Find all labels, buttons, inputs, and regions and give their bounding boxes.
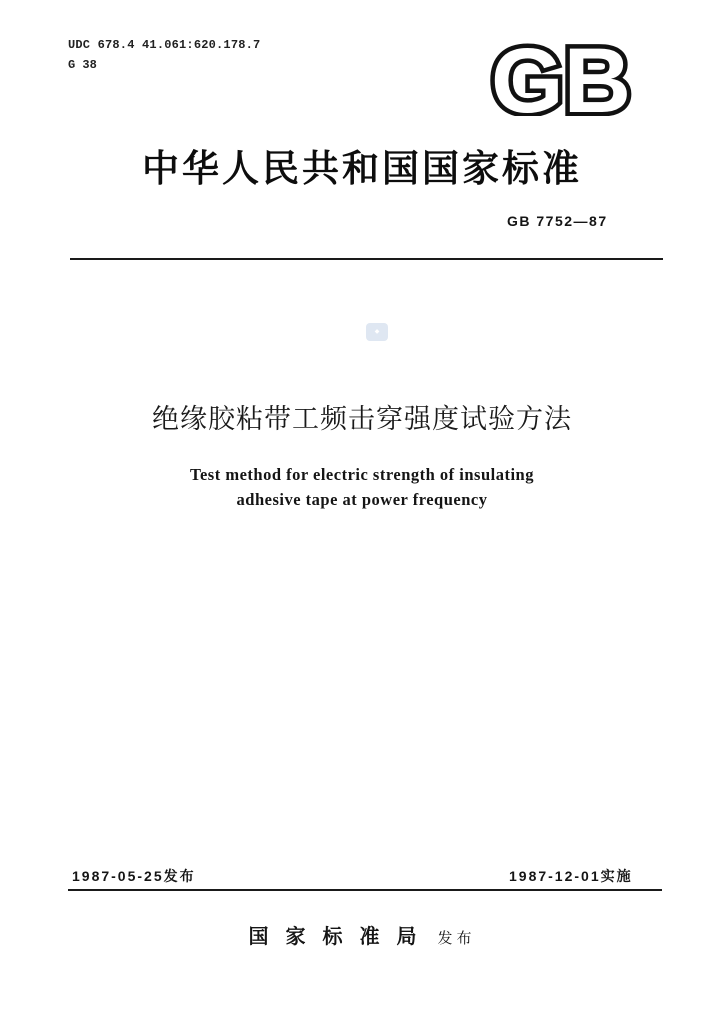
title-english-line2: adhesive tape at power frequency [236, 490, 488, 509]
publisher-suffix: 发布 [437, 929, 476, 947]
watermark-icon: ◆ [366, 323, 388, 341]
publisher-name: 国家标准局 [248, 924, 434, 948]
issue-date: 1987-05-25发布 [72, 868, 196, 884]
footer-divider [68, 889, 662, 891]
gb-logo-text: GB [491, 42, 631, 116]
title-chinese: 绝缘胶粘带工频击穿强度试验方法 [152, 404, 572, 435]
classification-code: G 38 [68, 58, 97, 72]
implementation-date: 1987-12-01实施 [509, 868, 633, 884]
title-english [0, 462, 724, 512]
header-divider [70, 258, 663, 260]
standard-number: GB 7752—87 [507, 213, 608, 229]
gb-logo [488, 42, 634, 116]
publisher [0, 920, 724, 949]
udc-code: UDC 678.4 41.061:620.178.7 [68, 38, 261, 52]
title-english-line1: Test method for electric strength of insulating [189, 465, 534, 484]
national-standard-heading: 中华人民共和国国家标准 [142, 146, 582, 190]
